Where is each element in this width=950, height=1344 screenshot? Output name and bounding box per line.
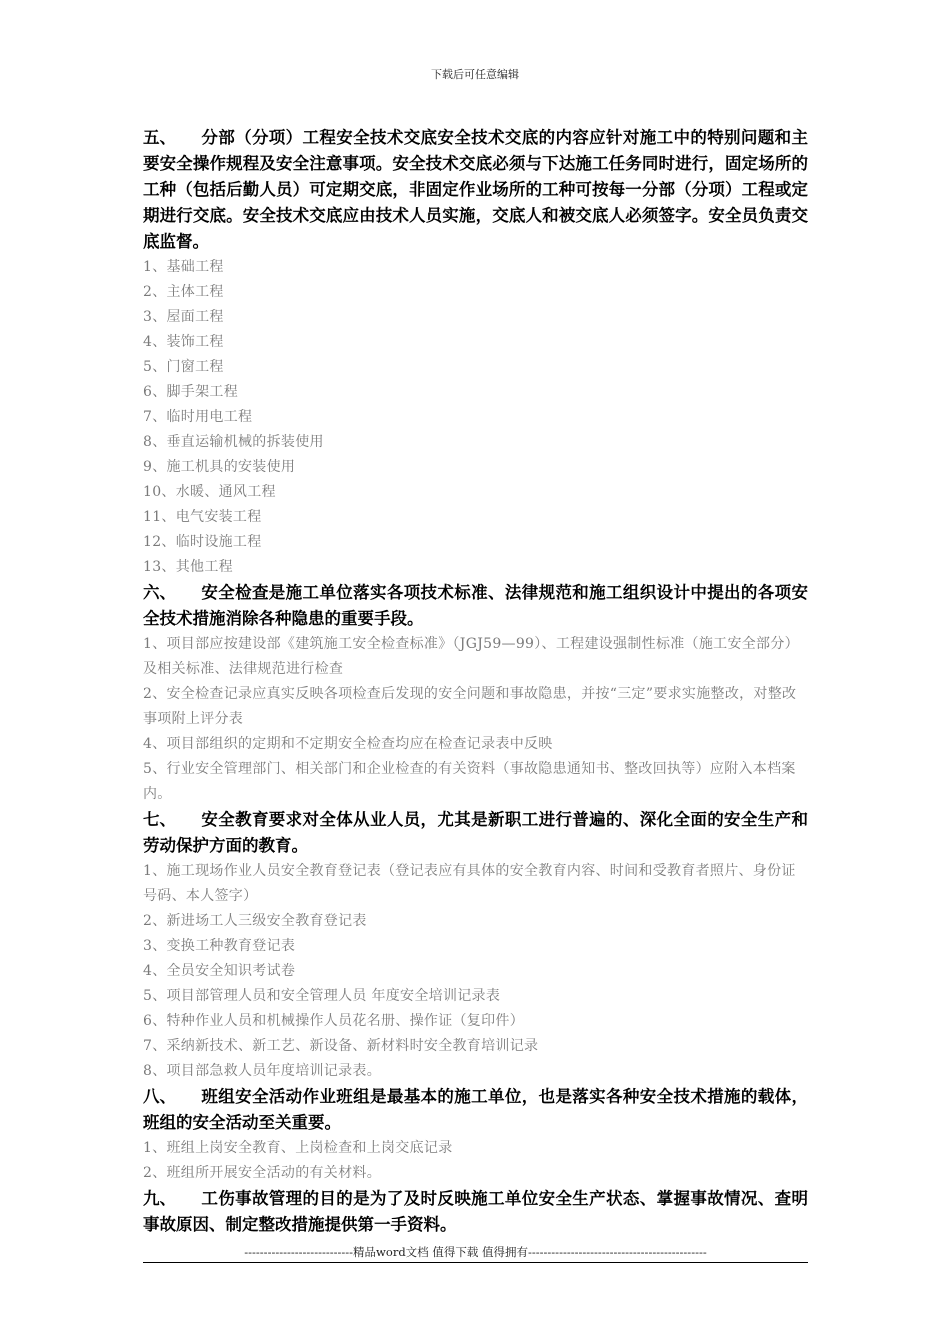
list-item: 3、变换工种教育登记表 [143,938,296,954]
list-item: 2、班组所开展安全活动的有关材料。 [143,1165,382,1181]
section [143,125,808,580]
list-item: 12、临时设施工程 [143,534,262,550]
section-item-list [143,255,808,580]
list-item: 7、采纳新技术、新工艺、新设备、新材料时安全教育培训记录 [143,1038,539,1054]
section-item-list [143,859,808,1084]
section-heading [143,1084,808,1136]
section-number: 五、 [143,128,176,147]
list-item: 5、门窗工程 [143,359,224,375]
list-item: 1、施工现场作业人员安全教育登记表（登记表应有具体的安全教育内容、时间和受教育者照片、身份证号码、本人签字） [143,863,796,904]
page-header: 下载后可任意编辑 [431,68,519,81]
section-title: 安全检查是施工单位落实各项技术标准、法律规范和施工组织设计中提出的各项安全技术措施消除各种隐患的重要手段。 [143,583,808,628]
list-item: 4、项目部组织的定期和不定期安全检查均应在检查记录表中反映 [143,736,553,752]
section-heading [143,125,808,255]
list-item: 6、脚手架工程 [143,384,239,400]
list-item: 3、屋面工程 [143,309,224,325]
list-item: 6、特种作业人员和机械操作人员花名册、操作证（复印件） [143,1013,525,1029]
section-number: 六、 [143,583,176,602]
list-item: 2、安全检查记录应真实反映各项检查后发现的安全问题和事故隐患，并按“三定”要求实施整改，对整改事项附上评分表 [143,686,797,727]
list-item: 8、垂直运输机械的拆装使用 [143,434,324,450]
section-number: 七、 [143,810,176,829]
list-item: 7、临时用电工程 [143,409,253,425]
section [143,580,808,807]
page-footer: ----------------------------精品word文档 值得下载 值得拥有---------------------------------------------- [244,1245,707,1259]
section-title: 安全教育要求对全体从业人员，尤其是新职工进行普遍的、深化全面的安全生产和劳动保护方面的教育。 [143,810,808,855]
section [143,1186,808,1238]
section-heading [143,580,808,632]
section-number: 九、 [143,1189,176,1208]
section [143,1084,808,1186]
list-item: 11、电气安装工程 [143,509,262,525]
list-item: 1、班组上岗安全教育、上岗检查和上岗交底记录 [143,1140,453,1156]
section-heading [143,1186,808,1238]
list-item: 2、新进场工人三级安全教育登记表 [143,913,367,929]
section-item-list [143,632,808,807]
list-item: 1、基础工程 [143,259,224,275]
list-item: 8、项目部急救人员年度培训记录表。 [143,1063,382,1079]
section-number: 八、 [143,1087,176,1106]
list-item: 13、其他工程 [143,559,233,575]
list-item: 4、全员安全知识考试卷 [143,963,296,979]
list-item: 5、行业安全管理部门、相关部门和企业检查的有关资料（事故隐患通知书、整改回执等）应附入本档案内。 [143,761,796,802]
list-item: 2、主体工程 [143,284,224,300]
document-body [143,125,808,1238]
list-item: 4、装饰工程 [143,334,224,350]
list-item: 9、施工机具的安装使用 [143,459,296,475]
section [143,807,808,1084]
section-title: 班组安全活动作业班组是最基本的施工单位，也是落实各种安全技术措施的载体，班组的安全活动至关重要。 [143,1087,808,1132]
footer-rule [143,1262,808,1263]
section-item-list [143,1136,808,1186]
section-title: 分部（分项）工程安全技术交底安全技术交底的内容应针对施工中的特别问题和主要安全操作规程及安全注意事项。安全技术交底必须与下达施工任务同时进行，固定场所的工种（包括后勤人员）可定期交底，非固定作业场所的工种可按每一分部（分项）工程或定期进行交底。安全技术交底应由技术人员实施，交底人和被交底人必须签字。安全员负责交底监督。 [143,128,808,251]
section-title: 工伤事故管理的目的是为了及时反映施工单位安全生产状态、掌握事故情况、查明事故原因、制定整改措施提供第一手资料。 [143,1189,808,1234]
section-heading [143,807,808,859]
list-item: 5、项目部管理人员和安全管理人员 年度安全培训记录表 [143,988,501,1004]
list-item: 1、项目部应按建设部《建筑施工安全检查标准》（JGJ59—99）、工程建设强制性标准（施工安全部分）及相关标准、法律规范进行检查 [143,636,799,677]
list-item: 10、水暖、通风工程 [143,484,276,500]
